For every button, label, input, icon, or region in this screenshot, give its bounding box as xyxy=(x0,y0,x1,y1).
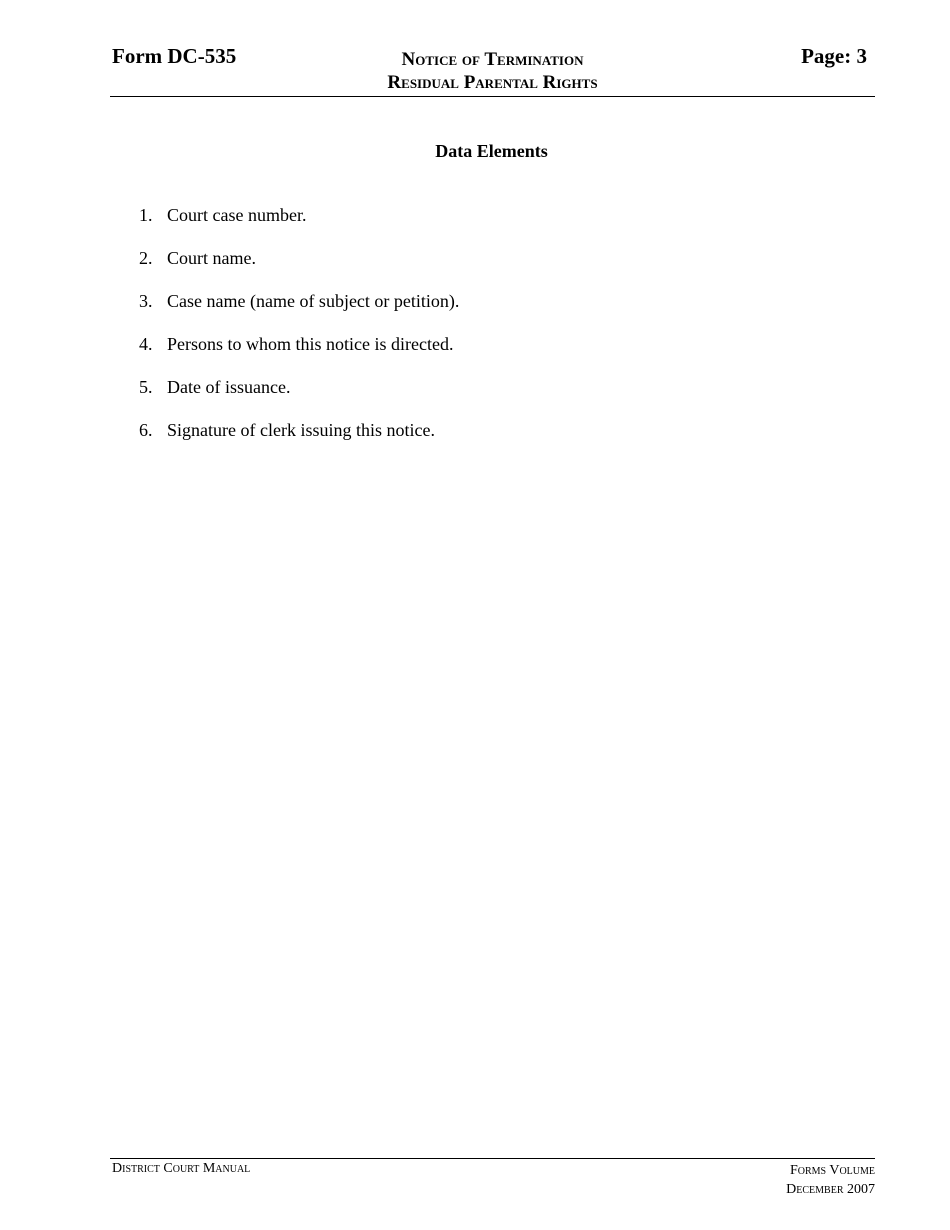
list-item xyxy=(139,419,459,462)
item-number: 1. xyxy=(139,205,153,225)
item-number: 4. xyxy=(139,334,153,354)
item-text: Case name (name of subject or petition). xyxy=(167,291,460,311)
item-number: 6. xyxy=(139,420,153,440)
item-number: 5. xyxy=(139,377,153,397)
volume-name: Forms Volume xyxy=(789,1163,875,1178)
list-item xyxy=(139,376,459,419)
section-heading: Data Elements xyxy=(435,141,548,161)
manual-name: District Court Manual xyxy=(112,1161,251,1176)
list-item xyxy=(139,333,459,376)
volume-info xyxy=(786,1161,875,1199)
document-title xyxy=(110,48,875,94)
list-item xyxy=(139,204,459,247)
item-text: Court case number. xyxy=(167,205,307,225)
page-header xyxy=(110,44,875,97)
data-elements-list xyxy=(139,204,459,462)
title-line-1: Notice of Termination xyxy=(401,49,584,70)
item-text: Date of issuance. xyxy=(167,377,291,397)
form-id: Form DC-535 xyxy=(112,44,237,68)
item-text: Persons to whom this notice is directed. xyxy=(167,334,454,354)
list-item xyxy=(139,290,459,333)
item-number: 2. xyxy=(139,248,153,268)
page-number: Page: 3 xyxy=(801,44,867,68)
item-text: Court name. xyxy=(167,248,256,268)
page-footer xyxy=(110,1158,875,1197)
list-item xyxy=(139,247,459,290)
item-number: 3. xyxy=(139,291,153,311)
title-line-2: Residual Parental Rights xyxy=(387,72,598,93)
revision-date: December 2007 xyxy=(786,1182,875,1197)
item-text: Signature of clerk issuing this notice. xyxy=(167,420,435,440)
